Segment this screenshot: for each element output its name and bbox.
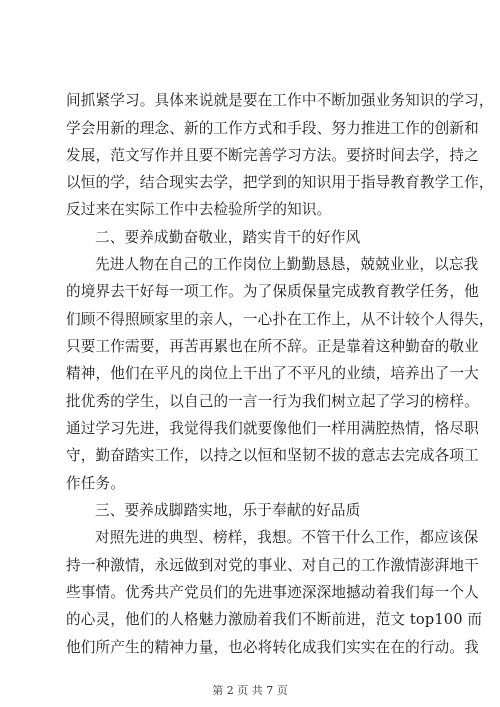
text-line: 作任务。 xyxy=(66,475,125,492)
text-line: 通过学习先进，我觉得我们就要像他们一样用满腔热情，恪尽职 xyxy=(66,420,479,437)
text-line: 发展，范文写作并且要不断完善学习方法。要挤时间去学，持之 xyxy=(66,147,479,164)
text-line: 以恒的学，结合现实去学，把学到的知识用于指导教育教学工作， xyxy=(66,174,494,191)
text-line: 些事情。优秀共产党员们的先进事迹深深地撼动着我们每一个人 xyxy=(66,584,479,601)
text-line: 的心灵，他们的人格魅力激励着我们不断前进，范文 top100 而 xyxy=(66,611,483,628)
text-line: 学会用新的理念、新的工作方式和手段、努力推进工作的创新和 xyxy=(66,120,479,137)
text-line: 的境界去干好每一项工作。为了保质保量完成教育教学任务，他 xyxy=(66,283,479,300)
text-line: 他们所产生的精神力量，也必将转化成我们实实在在的行动。我 xyxy=(66,639,479,656)
section-heading: 二、要养成勤奋敬业，踏实肯干的好作风 xyxy=(95,229,361,246)
text-line: 对照先进的典型、榜样，我想。不管干什么工作，都应该保 xyxy=(95,529,479,546)
text-line: 们顾不得照顾家里的亲人，一心扑在工作上，从不计较个人得失， xyxy=(66,311,494,328)
text-line: 守，勤奋踏实工作，以持之以恒和坚韧不拔的意志去完成各项工 xyxy=(66,447,479,464)
section-heading: 三、要养成脚踏实地，乐于奉献的好品质 xyxy=(95,502,361,519)
text-line: 只要工作需要，再苦再累也在所不辞。正是靠着这种勤奋的敬业 xyxy=(66,338,479,355)
text-line: 间抓紧学习。具体来说就是要在工作中不断加强业务知识的学习， xyxy=(66,92,494,109)
page-number-footer: 第 2 页 共 7 页 xyxy=(212,684,288,697)
text-line: 反过来在实际工作中去检验所学的知识。 xyxy=(66,201,332,218)
text-line: 精神，他们在平凡的岗位上干出了不平凡的业绩，培养出了一大 xyxy=(66,365,479,382)
text-line: 持一种激情，永远做到对党的事业、对自己的工作激情澎湃地干 xyxy=(66,557,479,574)
text-line: 先进人物在自己的工作岗位上勤勤恳恳，兢兢业业，以忘我 xyxy=(95,256,479,273)
text-line: 批优秀的学生，以自己的一言一行为我们树立起了学习的榜样。 xyxy=(66,393,479,410)
